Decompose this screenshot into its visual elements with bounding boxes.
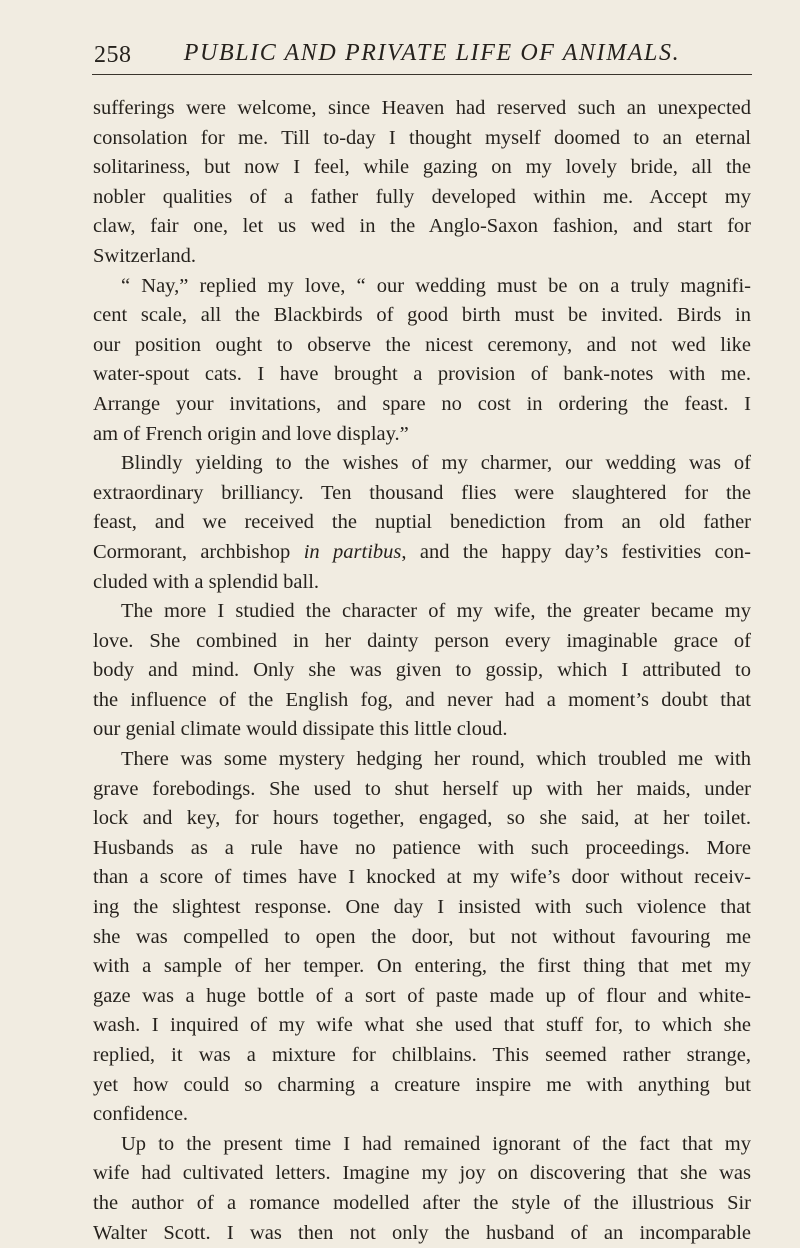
text-line: the author of a romance modelled after the style of the illustrious Sir bbox=[93, 1191, 751, 1214]
text-line: the influence of the English fog, and never had a moment’s doubt that bbox=[93, 688, 751, 711]
italic-text: in partibus bbox=[303, 540, 402, 563]
text-line: sufferings were welcome, since Heaven had reserved such an unexpected bbox=[93, 97, 751, 119]
paragraph bbox=[93, 272, 751, 450]
paragraph bbox=[93, 449, 751, 597]
paragraph bbox=[93, 745, 751, 1130]
running-head bbox=[94, 40, 750, 76]
text-line: love. She combined in her dainty person every imaginable grace of bbox=[93, 629, 751, 652]
text-line: our position ought to observe the nicest ceremony, and not wed like bbox=[93, 333, 751, 356]
text-line: gaze was a huge bottle of a sort of paste made up of flour and white- bbox=[93, 984, 751, 1007]
text-line: replied, it was a mixture for chilblains. This seemed rather strange, bbox=[93, 1044, 751, 1066]
paragraph bbox=[93, 94, 751, 272]
text-line: Up to the present time I had remained ignorant of the fact that my bbox=[121, 1132, 751, 1155]
text-line: Blindly yielding to the wishes of my charmer, our wedding was of bbox=[121, 452, 751, 475]
text-line: nobler qualities of a father fully developed within me. Accept my bbox=[93, 185, 751, 208]
text-line: There was some mystery hedging her round, which troubled me with bbox=[121, 748, 751, 771]
paragraph bbox=[93, 1130, 751, 1248]
text-line: extraordinary brilliancy. Ten thousand flies were slaughtered for the bbox=[93, 481, 751, 504]
text-line: feast, and we received the nuptial benediction from an old father bbox=[93, 511, 751, 534]
page-number: 258 bbox=[94, 42, 132, 68]
text-line: Walter Scott. I was then not only the husband of an incomparable bbox=[93, 1221, 751, 1244]
body-text bbox=[93, 94, 751, 1248]
text-line: body and mind. Only she was given to gossip, which I attributed to bbox=[93, 659, 751, 682]
running-title: PUBLIC AND PRIVATE LIFE OF ANIMALS. bbox=[183, 40, 681, 66]
text-line: solitariness, but now I feel, while gazing on my lovely bride, all the bbox=[93, 156, 751, 179]
text-line: consolation for me. Till to-day I thought myself doomed to an eternal bbox=[93, 126, 751, 149]
text-line: Cormorant, archbishop in partibus, and the happy day’s festivities con- bbox=[93, 540, 752, 563]
text-line: she was compelled to open the door, but not without favouring me bbox=[93, 925, 751, 948]
text-line: with a sample of her temper. On entering, the first thing that met my bbox=[93, 955, 751, 978]
header-rule bbox=[92, 74, 752, 75]
text-line: ing the slightest response. One day I insisted with such violence that bbox=[93, 896, 751, 919]
text-line: lock and key, for hours together, engaged, so she said, at her toilet. bbox=[93, 807, 751, 830]
text-line: yet how could so charming a creature inspire me with anything but bbox=[93, 1073, 751, 1096]
text-line: wash. I inquired of my wife what she used that stuff for, to which she bbox=[93, 1014, 751, 1037]
text-line: than a score of times have I knocked at my wife’s door without receiv- bbox=[93, 866, 751, 889]
text-line: am of French origin and love display.” bbox=[93, 422, 409, 445]
text-line: Switzerland. bbox=[93, 244, 197, 267]
text-line: wife had cultivated letters. Imagine my joy on discovering that she was bbox=[93, 1162, 751, 1185]
text-line: Arrange your invitations, and spare no cost in ordering the feast. I bbox=[93, 392, 751, 415]
text-line: cluded with a splendid ball. bbox=[93, 570, 320, 593]
text-line: confidence. bbox=[93, 1103, 189, 1126]
text-line: our genial climate would dissipate this little cloud. bbox=[93, 718, 508, 741]
text-line: claw, fair one, let us wed in the Anglo-Saxon fashion, and start for bbox=[93, 215, 751, 238]
text-line: cent scale, all the Blackbirds of good birth must be invited. Birds in bbox=[93, 304, 751, 327]
text-line: Husbands as a rule have no patience with such proceedings. More bbox=[93, 836, 751, 859]
paragraph bbox=[93, 597, 751, 745]
text-line: grave forebodings. She used to shut herself up with her maids, under bbox=[93, 777, 751, 800]
text-line: The more I studied the character of my wife, the greater became my bbox=[121, 600, 751, 623]
text-line: water-spout cats. I have brought a provision of bank-notes with me. bbox=[93, 363, 751, 386]
text-line: “ Nay,” replied my love, “ our wedding must be on a truly magnifi- bbox=[121, 274, 751, 297]
